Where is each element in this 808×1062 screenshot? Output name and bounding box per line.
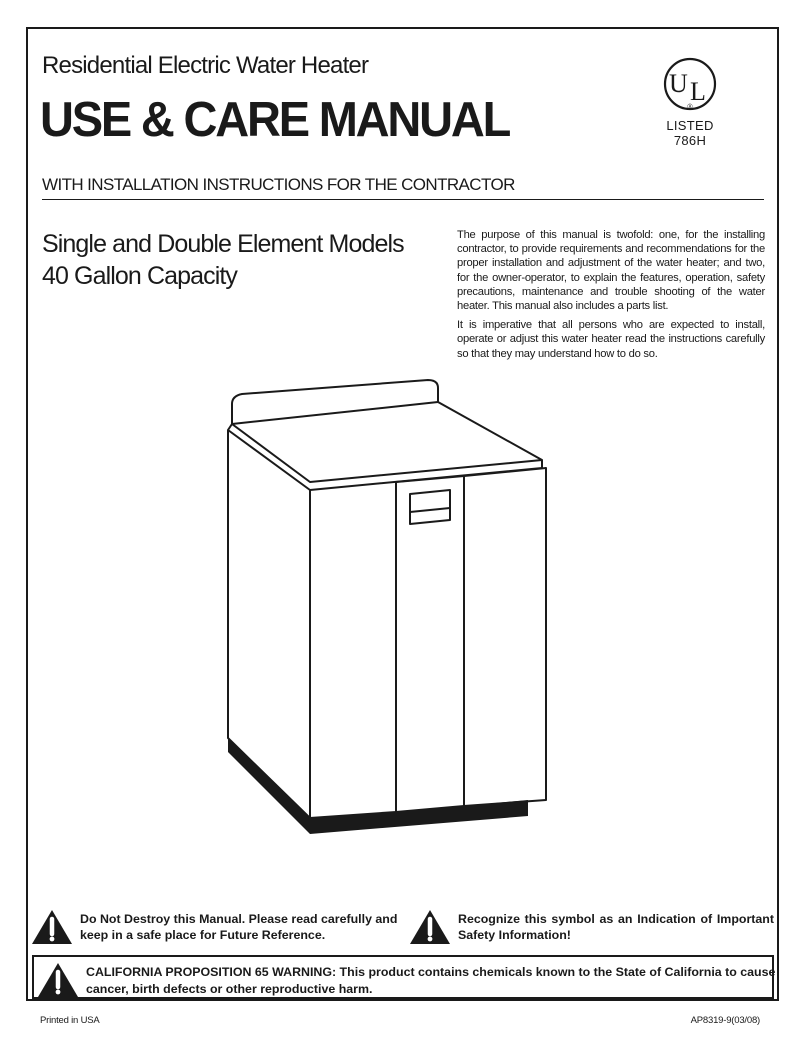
safety-symbol-icon — [408, 908, 452, 946]
ul-listed-caption — [654, 118, 726, 148]
ul-listed-number: 786H — [673, 133, 707, 148]
purpose-paragraph-2: It is imperative that all persons who are expected to install, operate or adjust this water heater read the instructions carefully so that they may understand how to do so. — [457, 319, 765, 360]
manual-title: USE & CARE MANUAL — [40, 91, 510, 147]
printed-in-label: Printed in USA — [40, 1015, 100, 1026]
manual-subtitle: Residential Electric Water Heater — [42, 52, 369, 79]
warning-triangle-icon — [30, 908, 74, 946]
model-line-elements: Single and Double Element Models — [42, 230, 404, 258]
prop65-warning-text: CALIFORNIA PROPOSITION 65 WARNING: This product contains chemicals known to the State of California to cause cancer, birth defects or other reproductive harm. — [86, 965, 776, 996]
installation-heading: WITH INSTALLATION INSTRUCTIONS FOR THE CONTRACTOR — [42, 175, 515, 194]
model-line-capacity: 40 Gallon Capacity — [42, 262, 238, 290]
part-number: AP8319-9(03/08) — [690, 1015, 760, 1026]
water-heater-illustration — [220, 372, 560, 842]
keep-manual-warning: Do Not Destroy this Manual. Please read carefully and keep in a safe place for Future Reference. — [80, 912, 398, 942]
ul-logo-letters: L — [690, 77, 706, 106]
ul-listed-label: LISTED — [666, 118, 714, 133]
safety-symbol-notice: Recognize this symbol as an Indication of Important Safety Information! — [458, 912, 774, 942]
prop65-warning-icon — [36, 961, 80, 999]
purpose-paragraph-1: The purpose of this manual is twofold: one, for the installing contractor, to provide requirements and recommendations for the proper installation and adjustment of the water heater; and two, for the owner-operator, to explain the features, operation, safety precautions, maintenance and trouble shooting of the water heater. This manual also includes a parts list. — [457, 229, 765, 313]
ul-registered-mark: ® — [687, 104, 693, 111]
heading-divider — [42, 199, 764, 200]
ul-logo-u: U — [669, 69, 688, 98]
purpose-text — [457, 228, 765, 366]
model-info — [42, 228, 404, 292]
